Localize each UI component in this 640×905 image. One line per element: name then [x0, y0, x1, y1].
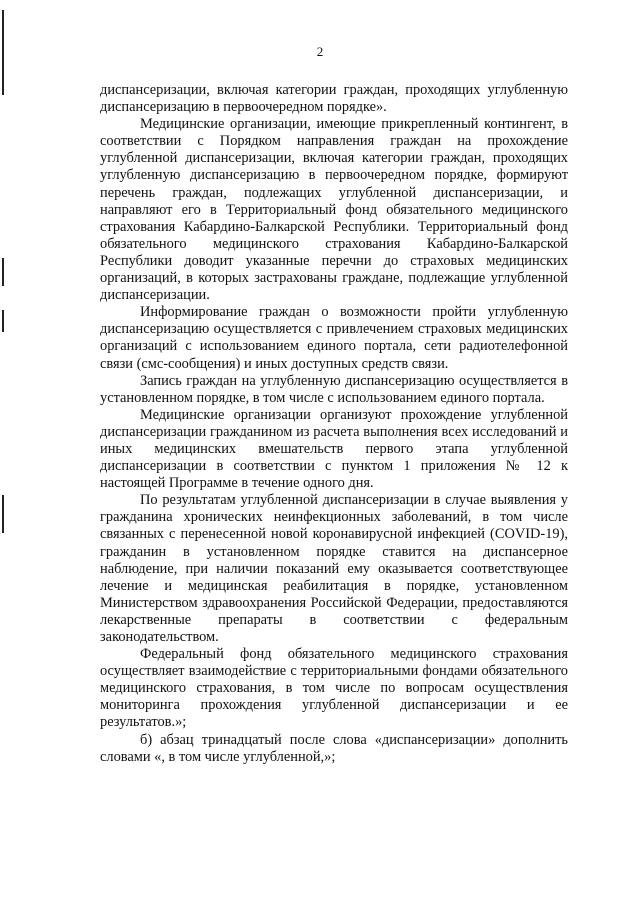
paragraph: Запись граждан на углубленную диспансеризацию осуществляется в установленном порядке, в том числе с использованием единого портала. — [100, 372, 568, 406]
paragraph: Информирование граждан о возможности пройти углубленную диспансеризацию осуществляется с привлечением страховых медицинских организаций с использованием единого портала, сети радиотелефонной связи (смс-сообщения) и иных доступных средств связи. — [100, 304, 568, 372]
scan-edge-mark — [2, 258, 4, 286]
scan-edge-mark — [2, 495, 4, 533]
page-number: 2 — [316, 44, 324, 59]
body-text — [100, 82, 568, 766]
paragraph: По результатам углубленной диспансеризации в случае выявления у гражданина хронических неинфекционных заболеваний, в том числе связанных с перенесенной новой коронавирусной инфекцией (COVID-19), гражданин в установленном порядке ставится на диспансерное наблюдение, при наличии показаний ему оказывается соответствующее лечение и медицинская реабилитация в порядке, установленном Министерством здравоохранения Российской Федерации, предоставляются лекарственные препараты в соответствии с федеральным законодательством. — [100, 492, 568, 645]
paragraph: Медицинские организации организуют прохождение углубленной диспансеризации гражданином из расчета выполнения всех исследований и иных медицинских вмешательств первого этапа углубленной диспансеризации в соответствии с пунктом 1 приложения № 12 к настоящей Программе в течение одного дня. — [100, 406, 568, 492]
paragraph: Медицинские организации, имеющие прикрепленный контингент, в соответствии с Порядком направления граждан на прохождение углубленной диспансеризации, включая категории граждан, проходящих углубленную диспансеризацию в первоочередном порядке, формируют перечень граждан, подлежащих углубленной диспансеризации, и направляют его в Территориальный фонд обязательного медицинского страхования Кабардино-Балкарской Республики. Территориальный фонд обязательного медицинского страхования Кабардино-Балкарской Республики доводит указанные перечни до страховых медицинских организаций, в которых застрахованы граждане, подлежащие углубленной диспансеризации. — [100, 116, 568, 304]
paragraph: Федеральный фонд обязательного медицинского страхования осуществляет взаимодействие с территориальными фондами обязательного медицинского страхования, в том числе по вопросам осуществления мониторинга прохождения углубленной диспансеризации и ее результатов.»; — [100, 646, 568, 731]
paragraph: б) абзац тринадцатый после слова «диспансеризации» дополнить словами «, в том числе углубленной,»; — [100, 731, 568, 765]
paragraph-continuation: диспансеризации, включая категории граждан, проходящих углубленную диспансеризацию в первоочередном порядке». — [100, 82, 568, 116]
scan-edge-mark — [2, 310, 4, 332]
